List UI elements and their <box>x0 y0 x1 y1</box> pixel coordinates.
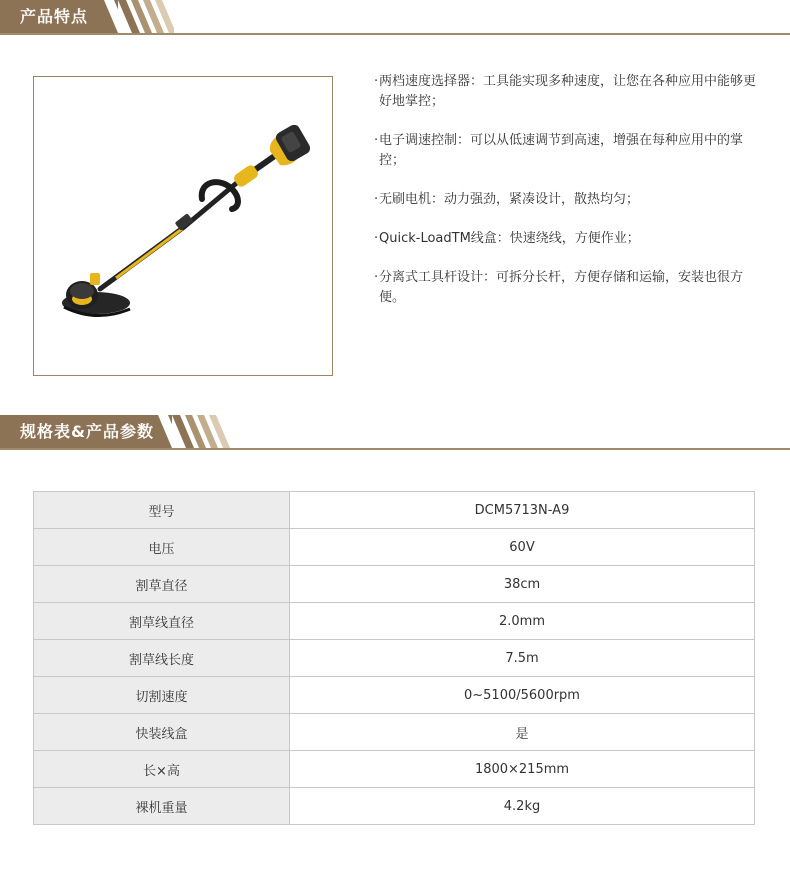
feature-item <box>374 72 766 112</box>
specs-header-rule <box>0 448 790 450</box>
feature-text: 无刷电机：动力强劲，紧凑设计，散热均匀； <box>379 192 640 207</box>
features-section-header <box>0 0 790 36</box>
table-row <box>34 677 755 714</box>
spec-label: 割草线长度 <box>34 640 290 677</box>
table-row <box>34 492 755 529</box>
feature-text: 电子调速控制：可以从低速调节到高速，增强在每种应用中的掌控； <box>379 133 744 168</box>
spec-value: 是 <box>290 714 755 751</box>
spec-label: 裸机重量 <box>34 788 290 825</box>
spec-value: 2.0mm <box>290 603 755 640</box>
string-trimmer-image <box>34 77 332 375</box>
feature-text: 分离式工具杆设计：可拆分长杆，方便存储和运输，安装也很方便。 <box>379 270 744 305</box>
spec-value: 0~5100/5600rpm <box>290 677 755 714</box>
bullet-dot: · <box>374 133 379 148</box>
bullet-dot: · <box>374 231 379 246</box>
product-image-frame <box>33 76 333 376</box>
spec-label: 快装线盒 <box>34 714 290 751</box>
spec-label: 电压 <box>34 529 290 566</box>
table-row <box>34 529 755 566</box>
spec-label: 割草线直径 <box>34 603 290 640</box>
spec-value: 38cm <box>290 566 755 603</box>
table-row <box>34 603 755 640</box>
table-row <box>34 751 755 788</box>
table-row <box>34 566 755 603</box>
feature-text: Quick-LoadTM线盒：快速绕线，方便作业； <box>379 231 640 246</box>
features-list <box>374 72 766 327</box>
feature-item <box>374 190 766 210</box>
feature-item <box>374 131 766 171</box>
table-row <box>34 788 755 825</box>
spec-label: 割草直径 <box>34 566 290 603</box>
table-row <box>34 640 755 677</box>
bullet-dot: · <box>374 192 379 207</box>
stripe-decoration-icon <box>104 0 174 33</box>
feature-item <box>374 229 766 249</box>
bullet-dot: · <box>374 74 379 89</box>
spec-value: 4.2kg <box>290 788 755 825</box>
spec-label: 长×高 <box>34 751 290 788</box>
specs-section-header <box>0 415 790 451</box>
spec-value: 7.5m <box>290 640 755 677</box>
spec-value: DCM5713N-A9 <box>290 492 755 529</box>
spec-label: 型号 <box>34 492 290 529</box>
spec-value: 1800×215mm <box>290 751 755 788</box>
feature-text: 两档速度选择器：工具能实现多种速度，让您在各种应用中能够更好地掌控； <box>379 74 757 109</box>
table-row <box>34 714 755 751</box>
spec-table <box>33 491 755 825</box>
bullet-dot: · <box>374 270 379 285</box>
stripe-decoration-icon <box>158 415 232 448</box>
features-section-title: 产品特点 <box>20 7 89 26</box>
features-header-rule <box>0 33 790 35</box>
spec-value: 60V <box>290 529 755 566</box>
spec-label: 切割速度 <box>34 677 290 714</box>
feature-item <box>374 268 766 308</box>
specs-section-title: 规格表&产品参数 <box>20 422 154 441</box>
